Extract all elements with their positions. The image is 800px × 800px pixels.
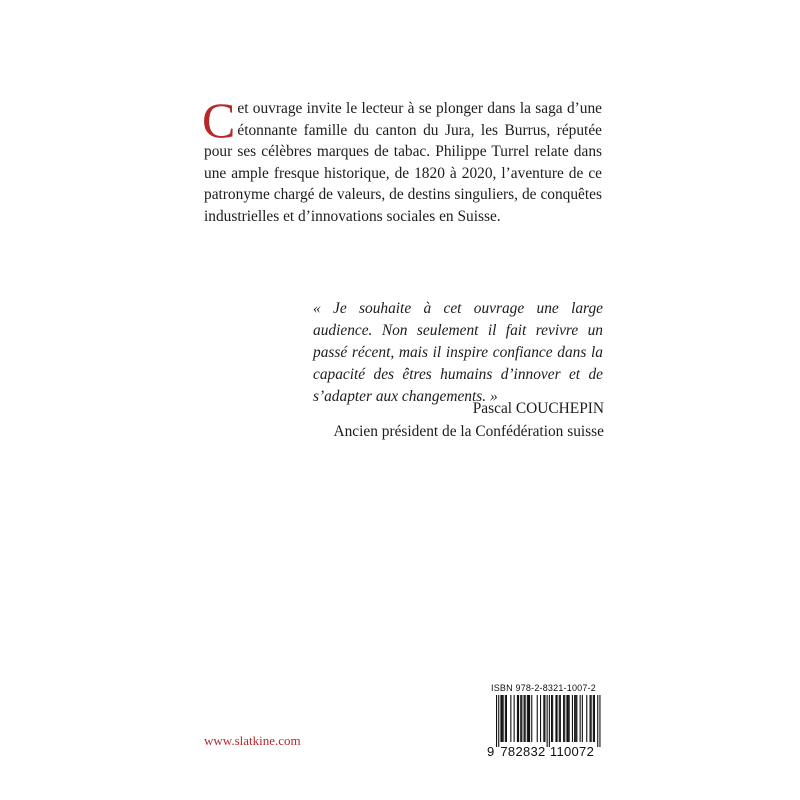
isbn-label: ISBN 978-2-8321-1007-2 xyxy=(491,683,596,693)
intro-paragraph xyxy=(202,92,602,227)
barcode-bar xyxy=(521,695,522,742)
barcode-bar xyxy=(560,695,561,742)
ean-digits xyxy=(487,744,604,759)
barcode-bar xyxy=(514,695,515,742)
barcode-bar xyxy=(543,695,544,742)
barcode-bar xyxy=(597,695,598,747)
barcode-bar xyxy=(576,695,577,742)
barcode-bar xyxy=(528,695,529,742)
quote-paragraph: « Je souhaite à cet ouvrage une large audience. Non seulement il fait revivre un passé récent, mais il inspire confiance dans la capacité des êtres humains d’innover et de s’adapter aux changements. » xyxy=(313,300,603,405)
barcode-bar xyxy=(551,695,552,742)
barcode-bar xyxy=(540,695,541,742)
barcode-bar xyxy=(547,695,548,747)
barcode-bar xyxy=(531,695,532,742)
barcode-bar xyxy=(500,695,501,742)
ean-first-digit: 9 xyxy=(487,744,495,759)
ean13-barcode xyxy=(487,695,604,747)
barcode-bar xyxy=(506,695,507,742)
barcode-bar xyxy=(496,695,497,747)
barcode-bar xyxy=(518,695,519,742)
barcode-bar xyxy=(593,695,594,742)
barcode-bar xyxy=(505,695,506,742)
barcode-bar xyxy=(503,695,504,742)
barcode-bar xyxy=(552,695,553,742)
barcode-bar xyxy=(568,695,569,742)
barcode-bar xyxy=(555,695,556,742)
barcode-bar xyxy=(520,695,521,742)
barcode-bar xyxy=(527,695,528,742)
barcode-bar xyxy=(502,695,503,742)
barcode-bar xyxy=(582,695,583,742)
barcode-bar xyxy=(591,695,592,742)
intro-text: et ouvrage invite le lecteur à se plonger dans la saga d’une étonnante famille du canton du Jura, les Burrus, réputée pour ses célèbres marques de tabac. Philippe Turrel relate dans une ample fresque historique, de 1820 à 2020, l’aventure de ce patronyme chargé de valeurs, de destins singuliers, de conquêtes industrielles et d’innovations sociales en Suisse. xyxy=(204,100,602,225)
barcode-bar xyxy=(510,695,511,742)
barcode-bar xyxy=(586,695,587,742)
barcode-bar xyxy=(574,695,575,742)
barcode-bar xyxy=(557,695,558,742)
publisher-website-link[interactable]: www.slatkine.com xyxy=(204,733,301,748)
barcode-bar xyxy=(580,695,581,742)
barcode-bar xyxy=(594,695,595,742)
barcode-bar xyxy=(566,695,567,742)
isbn-barcode-block xyxy=(487,683,604,763)
barcode-bar xyxy=(569,695,570,742)
ean-right-group: 110072 xyxy=(549,744,595,759)
drop-cap: C xyxy=(202,92,236,148)
barcode-bar xyxy=(563,695,564,742)
barcode-bar xyxy=(575,695,576,742)
attribution-title: Ancien président de la Confédération suisse xyxy=(333,422,604,440)
barcode-bar xyxy=(525,695,526,742)
barcode-bar xyxy=(517,695,518,742)
barcode-bar xyxy=(549,695,550,747)
barcode-bar xyxy=(498,695,499,747)
quote-attribution xyxy=(333,398,604,443)
barcode-bar xyxy=(572,695,573,742)
barcode-bar xyxy=(544,695,545,742)
barcode-bar xyxy=(599,695,600,747)
barcode-bar xyxy=(559,695,560,742)
barcode-bar xyxy=(529,695,530,742)
barcode-bar xyxy=(537,695,538,742)
barcode-bar xyxy=(564,695,565,742)
attribution-name: Pascal COUCHEPIN xyxy=(472,400,604,417)
barcode-bar xyxy=(590,695,591,742)
barcode-bar xyxy=(524,695,525,742)
ean-left-group: 782832 xyxy=(500,744,546,759)
